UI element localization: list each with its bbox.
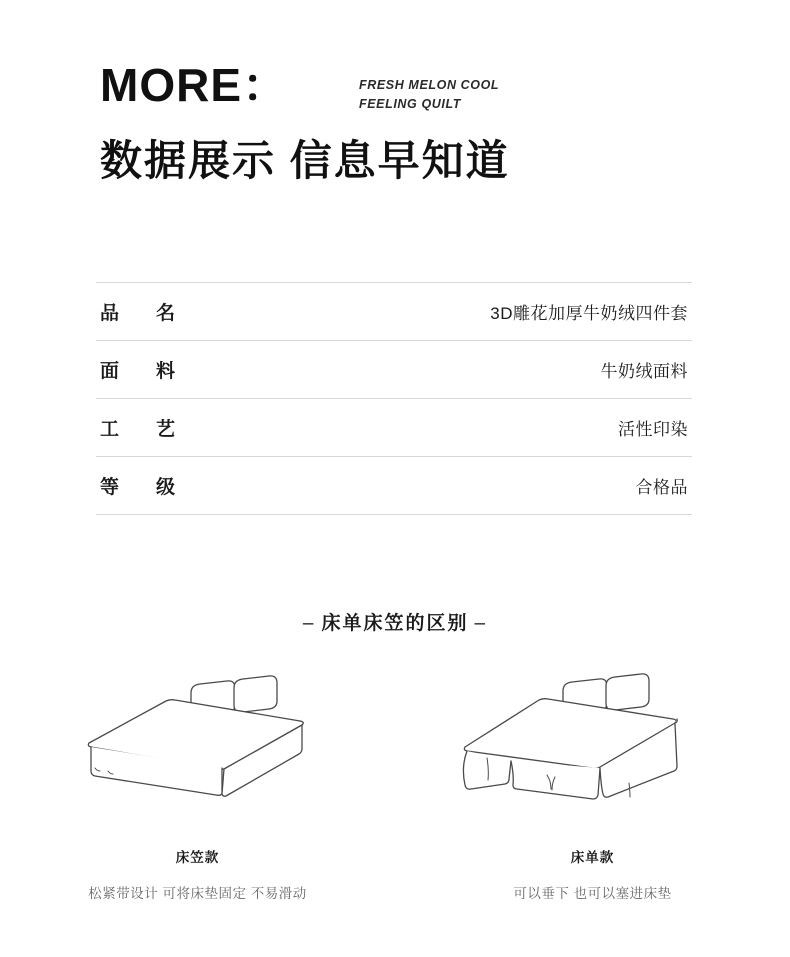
spec-label: 面 料	[100, 361, 185, 382]
english-subtitle	[359, 76, 499, 115]
page-subtitle-chinese: 数据展示 信息早知道	[100, 136, 510, 184]
spec-label: 品 名	[100, 303, 185, 324]
spec-value: 3D雕花加厚牛奶绒四件套	[490, 304, 688, 323]
table-row	[96, 282, 692, 341]
page-title: MORE：	[100, 59, 289, 111]
section-heading	[0, 608, 790, 635]
comparison-item-name: 床单款	[570, 850, 615, 865]
comparison-item-flat	[395, 655, 790, 902]
english-subtitle-line1: FRESH MELON COOL	[359, 78, 500, 92]
table-row	[96, 399, 692, 457]
table-row	[96, 457, 692, 515]
comparison-item-fitted	[0, 655, 395, 902]
flat-sheet-illustration	[443, 655, 743, 830]
comparison-item-desc: 松紧带设计 可将床垫固定 不易滑动	[88, 886, 307, 901]
spec-value: 牛奶绒面料	[600, 362, 688, 381]
header-top-row	[100, 59, 700, 115]
spec-value: 合格品	[635, 478, 688, 497]
spec-label: 工 艺	[100, 419, 185, 440]
fitted-sheet-illustration	[48, 655, 348, 830]
english-subtitle-line2: FEELING QUILT	[359, 97, 462, 112]
comparison-item-name: 床笠款	[175, 850, 220, 865]
spec-table	[96, 282, 692, 515]
dash-right: –	[474, 613, 488, 634]
dash-left: –	[302, 613, 316, 634]
spec-label: 等 级	[100, 477, 185, 498]
section-heading-text: 床单床笠的区别	[321, 613, 469, 634]
table-row	[96, 341, 692, 399]
comparison-section	[0, 655, 790, 902]
page-header	[100, 59, 700, 185]
spec-value: 活性印染	[618, 420, 688, 439]
comparison-item-desc: 可以垂下 也可以塞进床垫	[513, 886, 672, 901]
